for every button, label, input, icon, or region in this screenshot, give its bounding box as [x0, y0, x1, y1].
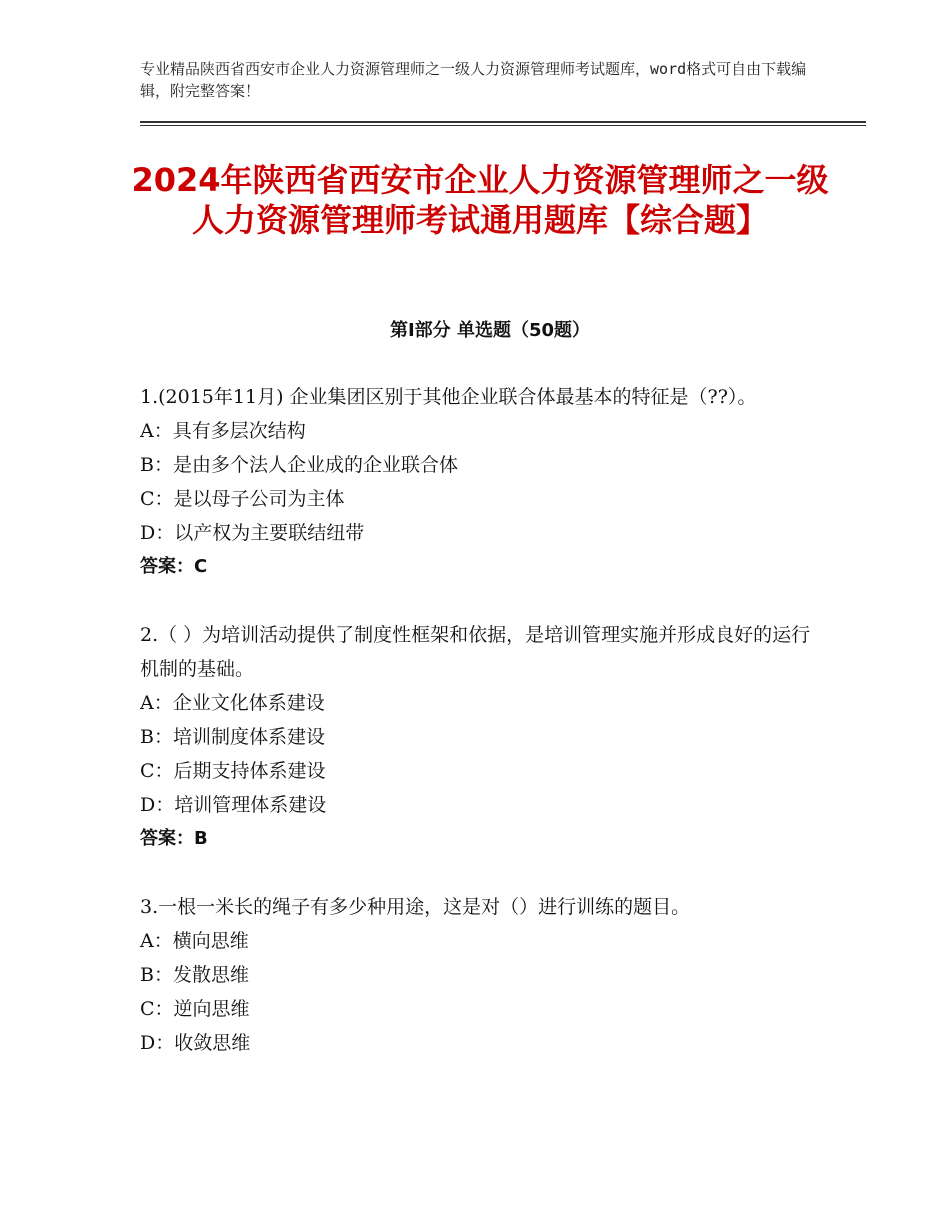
option-a: A：具有多层次结构: [140, 420, 306, 442]
question-2: [140, 618, 820, 856]
option-b: B：培训制度体系建设: [140, 726, 325, 748]
option-d: D：培训管理体系建设: [140, 794, 327, 816]
question-stem: 2.（ ）为培训活动提供了制度性框架和依据，是培训管理实施并形成良好的运行机制的基础。: [140, 624, 811, 680]
option-b: B：发散思维: [140, 964, 249, 986]
question-1: [140, 380, 820, 584]
answer: 答案：B: [140, 828, 208, 849]
question-3: [140, 890, 820, 1060]
option-d: D：收敛思维: [140, 1032, 251, 1054]
question-stem: 3.一根一米长的绳子有多少种用途，这是对（）进行训练的题目。: [140, 896, 691, 918]
option-a: A：横向思维: [140, 930, 249, 952]
option-b: B：是由多个法人企业成的企业联合体: [140, 454, 458, 476]
question-stem: 1.(2015年11月) 企业集团区别于其他企业联合体最基本的特征是（??）。: [140, 386, 757, 408]
header-rule-thick: [140, 121, 866, 123]
answer: 答案：C: [140, 556, 208, 577]
option-c: C：后期支持体系建设: [140, 760, 326, 782]
option-d: D：以产权为主要联结纽带: [140, 522, 365, 544]
option-a: A：企业文化体系建设: [140, 692, 325, 714]
header-rule-thin: [140, 125, 866, 126]
section-heading: 第Ⅰ部分 单选题（50题）: [389, 320, 590, 341]
question-list: [140, 380, 820, 1094]
header-note: 专业精品陕西省西安市企业人力资源管理师之一级人力资源管理师考试题库，word格式可自由下载编辑，附完整答案！: [140, 60, 807, 100]
option-c: C：是以母子公司为主体: [140, 488, 345, 510]
option-c: C：逆向思维: [140, 998, 250, 1020]
document-title: 2024年陕西省西安市企业人力资源管理师之一级人力资源管理师考试通用题库【综合题】: [131, 161, 829, 239]
